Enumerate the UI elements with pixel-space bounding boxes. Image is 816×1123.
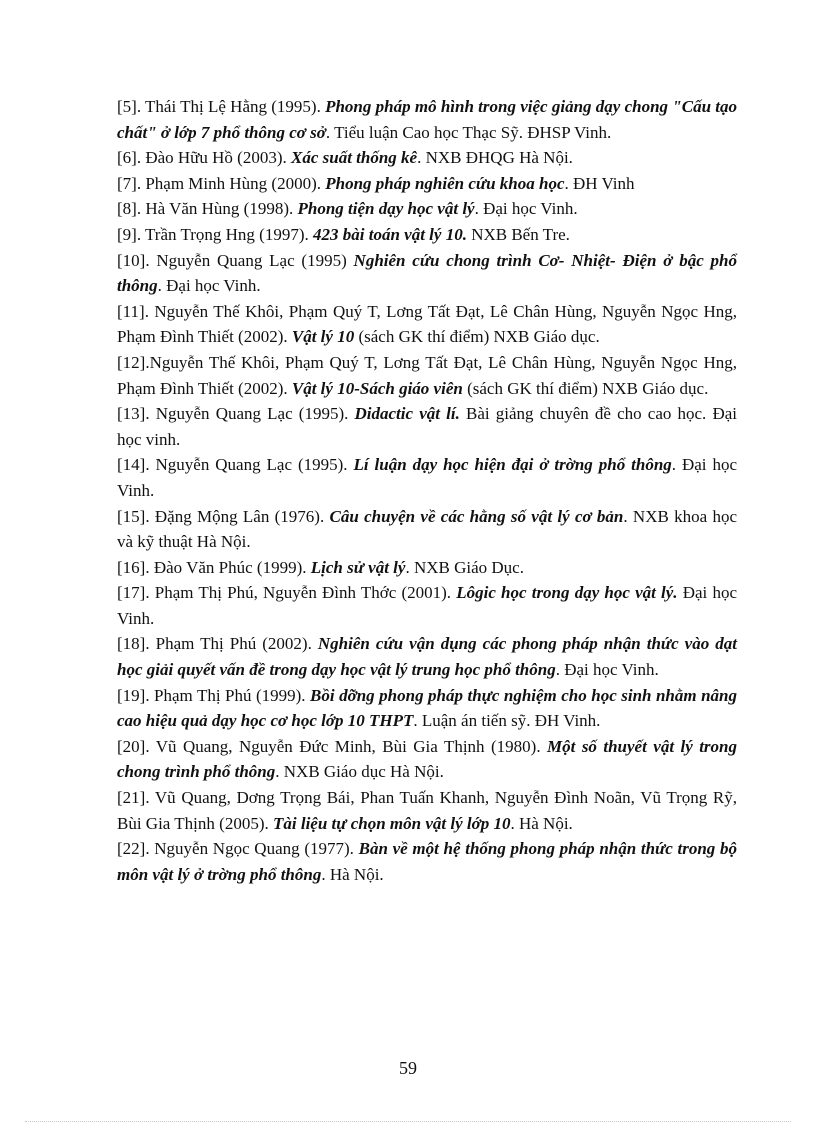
reference-publisher: Đại học Vinh. <box>117 583 738 628</box>
reference-title: Vật lý 10-Sách giáo viên <box>291 378 463 398</box>
reference-title: Vật lý 10 <box>291 327 355 347</box>
reference-publisher: (sách GK thí điểm) NXB Giáo dục. <box>354 327 600 347</box>
reference-title: Xác suất thống kê <box>290 148 418 168</box>
reference-title: 423 bài toán vật lý 10. <box>313 224 467 244</box>
reference-title: Một số thuyết vật lý trong chong trình phổ thông <box>117 736 738 782</box>
reference-publisher: . NXB khoa học và kỹ thuật Hà Nội. <box>117 506 738 552</box>
reference-title: Bàn về một hệ thống phong pháp nhận thức trong bộ môn vật lý ở trờng phổ thông <box>117 839 737 884</box>
reference-title: Tài liệu tự chọn môn vật lý lớp 10 <box>272 813 511 833</box>
reference-item <box>117 452 737 503</box>
reference-publisher: . NXB Giáo dục Hà Nội. <box>275 762 444 782</box>
reference-publisher: . Luận án tiến sỹ. ĐH Vinh. <box>413 711 601 731</box>
reference-item <box>117 504 737 555</box>
reference-authors: [20]. Vũ Quang, Nguyễn Đức Minh, Bùi Gia Thịnh (1980). <box>117 736 548 756</box>
reference-authors: [10]. Nguyễn Quang Lạc (1995) <box>117 250 354 270</box>
reference-item <box>117 94 737 145</box>
reference-publisher: . NXB ĐHQG Hà Nội. <box>417 148 573 168</box>
reference-authors: [5]. Thái Thị Lệ Hằng (1995). <box>117 97 326 116</box>
reference-publisher: (sách GK thí điểm) NXB Giáo dục. <box>462 378 709 398</box>
reference-authors: [17]. Phạm Thị Phú, Nguyễn Đình Thớc (2001). <box>117 583 457 603</box>
reference-publisher: . Hà Nội. <box>510 813 573 833</box>
reference-title: Lí luận dạy học hiện đại ở trờng phổ thông <box>353 455 672 475</box>
reference-publisher: Bài giảng chuyên đề cho cao học. Đại học vinh. <box>117 404 738 449</box>
reference-title: Phong tiện dạy học vật lý <box>297 199 475 219</box>
reference-item <box>117 248 737 299</box>
reference-authors: [11]. Nguyễn Thế Khôi, Phạm Quý T, Lơng Tất Đạt, Lê Chân Hùng, Nguyễn Ngọc Hng, Phạm Đình Thiết (2002). <box>117 301 737 347</box>
reference-item <box>117 145 737 171</box>
reference-item <box>117 683 737 734</box>
reference-authors: [16]. Đào Văn Phúc (1999). <box>117 557 311 577</box>
reference-publisher: . Đại học Vinh. <box>555 660 659 680</box>
reference-authors: [19]. Phạm Thị Phú (1999). <box>117 685 311 705</box>
reference-publisher: . ĐH Vinh <box>564 173 635 193</box>
reference-publisher: . Đại học Vinh. <box>117 455 738 500</box>
reference-authors: [9]. Trần Trọng Hng (1997). <box>117 224 313 244</box>
reference-item <box>117 555 737 581</box>
reference-authors: [8]. Hà Văn Hùng (1998). <box>117 199 298 219</box>
reference-publisher: NXB Bến Tre. <box>466 224 570 244</box>
reference-publisher: . NXB Giáo Dục. <box>405 557 524 577</box>
reference-authors: [7]. Phạm Minh Hùng (2000). <box>117 173 326 193</box>
reference-title: Phong pháp mô hình trong việc giảng dạy chong "Cấu tạo chất" ở lớp 7 phổ thông cơ sở <box>117 97 738 142</box>
reference-title: Nghiên cứu chong trình Cơ- Nhiệt- Điện ở bậc phổ thông <box>117 250 737 296</box>
reference-item <box>117 196 737 222</box>
reference-authors: [15]. Đặng Mộng Lân (1976). <box>117 506 330 526</box>
reference-authors: [22]. Nguyễn Ngọc Quang (1977). <box>117 839 359 859</box>
reference-title: Nghiên cứu vận dụng các phong pháp nhận thức vào dạt học giải quyết vấn đề trong dạy học vật lý trung học phổ thông <box>117 634 738 680</box>
reference-item <box>117 401 737 452</box>
reference-title: Didactic vật lí. <box>354 404 460 424</box>
reference-authors: [6]. Đào Hữu Hồ (2003). <box>117 148 291 168</box>
reference-title: Lịch sử vật lý <box>310 557 406 577</box>
reference-publisher: . Hà Nội. <box>321 864 384 884</box>
reference-item <box>117 222 737 248</box>
reference-title: Lôgic học trong dạy học vật lý. <box>456 583 678 603</box>
reference-publisher: . Tiểu luận Cao học Thạc Sỹ. ĐHSP Vinh. <box>325 122 612 142</box>
reference-item <box>117 299 737 350</box>
reference-item <box>117 836 737 887</box>
reference-title: Câu chuyện về các hằng số vật lý cơ bản <box>329 506 624 526</box>
reference-item <box>117 631 737 682</box>
reference-authors: [18]. Phạm Thị Phú (2002). <box>117 634 318 654</box>
reference-item <box>117 785 737 836</box>
reference-item <box>117 171 737 197</box>
reference-authors: [12].Nguyễn Thế Khôi, Phạm Quý T, Lơng Tất Đạt, Lê Chân Hùng, Nguyễn Ngọc Hng, Phạm Đình Thiết (2002). <box>117 352 737 398</box>
reference-title: Bồi dỡng phong pháp thực nghiệm cho học sinh nhằm nâng cao hiệu quả dạy học cơ học lớp 10 THPT <box>117 685 737 731</box>
reference-item <box>117 734 737 785</box>
reference-item <box>117 350 737 401</box>
reference-authors: [14]. Nguyễn Quang Lạc (1995). <box>117 455 354 475</box>
reference-publisher: . Đại học Vinh. <box>157 276 261 296</box>
reference-title: Phong pháp nghiên cứu khoa học <box>325 173 565 193</box>
reference-list <box>117 94 737 887</box>
reference-authors: [13]. Nguyễn Quang Lạc (1995). <box>117 404 355 424</box>
reference-authors: [21]. Vũ Quang, Dơng Trọng Bái, Phan Tuấn Khanh, Nguyễn Đình Noãn, Vũ Trọng Rỹ, Bùi Gia Thịnh (2005). <box>117 788 737 833</box>
reference-item <box>117 580 737 631</box>
bottom-dotted-divider <box>25 1121 791 1122</box>
page-number: 59 <box>399 1058 417 1078</box>
reference-publisher: . Đại học Vinh. <box>474 199 578 219</box>
